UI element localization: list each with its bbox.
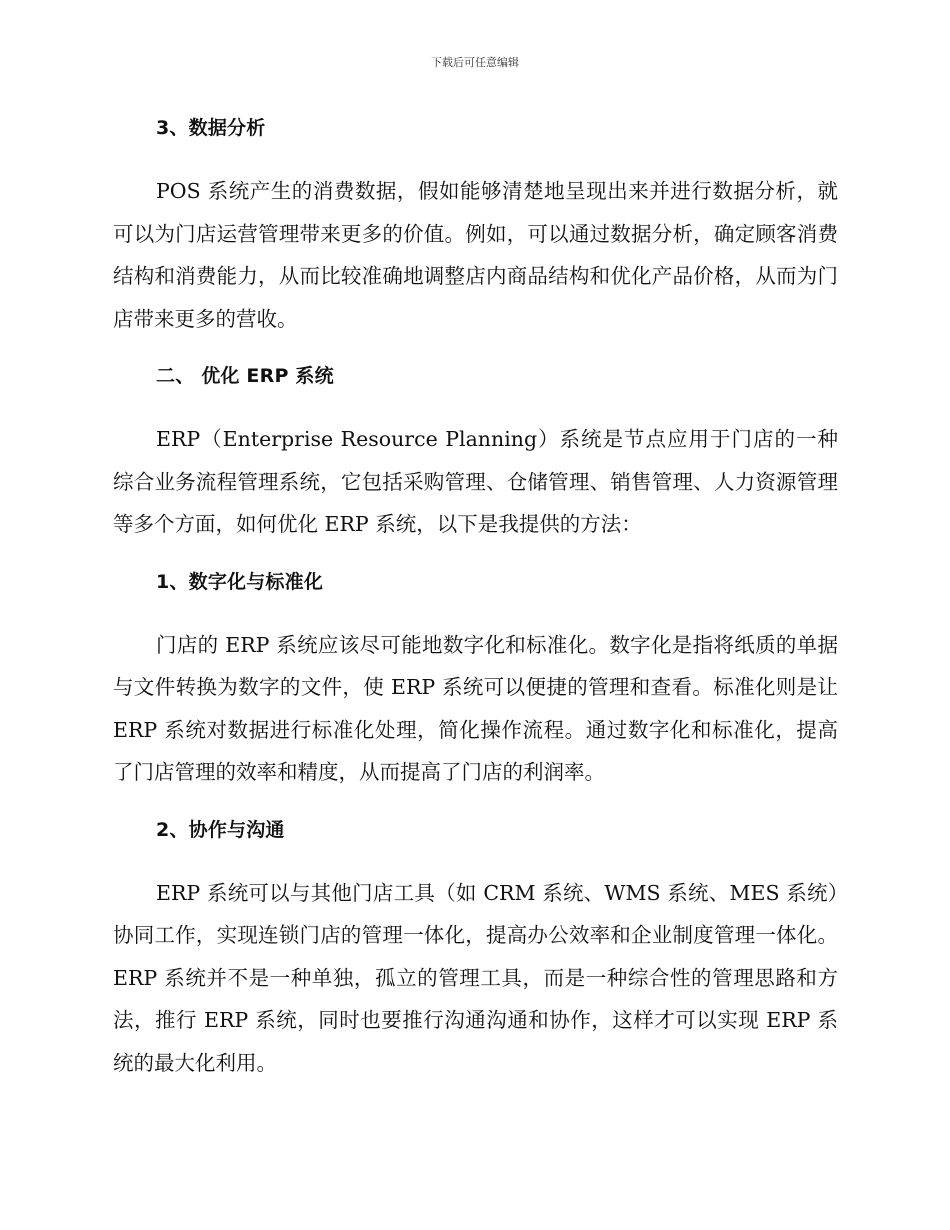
section-heading-data-analysis: 3、数据分析 [156, 117, 266, 139]
paragraph-collaboration: ERP 系统可以与其他门店工具（如 CRM 系统、WMS 系统、MES 系统）协同工作，实现连锁门店的管理一体化，提高办公效率和企业制度管理一体化。ERP 系统并不是一种单独，孤立的管理工具，而是一种综合性的管理思路和方法，推行 ERP 系统，同时也要推行沟通沟通和协作，这样才可以实现 ERP 系统的最大化利用。 [113, 880, 838, 1075]
section-heading-optimize-erp: 二、 优化 ERP 系统 [156, 365, 334, 387]
paragraph-erp-intro: ERP（Enterprise Resource Planning）系统是节点应用于门店的一种综合业务流程管理系统，它包括采购管理、仓储管理、销售管理、人力资源管理等多个方面，如何优化 ERP 系统，以下是我提供的方法： [113, 427, 838, 536]
document-body [113, 108, 838, 1100]
section-heading-digitization: 1、数字化与标准化 [156, 570, 324, 593]
section-heading-collaboration: 2、协作与沟通 [156, 818, 285, 841]
paragraph-data-analysis: POS 系统产生的消费数据，假如能够清楚地呈现出来并进行数据分析，就可以为门店运营管理带来更多的价值。例如，可以通过数据分析，确定顾客消费结构和消费能力，从而比较准确地调整店内商品结构和优化产品价格，从而为门店带来更多的营收。 [113, 179, 838, 331]
paragraph-digitization: 门店的 ERP 系统应该尽可能地数字化和标准化。数字化是指将纸质的单据与文件转换为数字的文件，使 ERP 系统可以便捷的管理和查看。标准化则是让 ERP 系统对数据进行标准化处理，简化操作流程。通过数字化和标准化，提高了门店管理的效率和精度，从而提高了门店的利润率。 [113, 632, 838, 784]
page-header: 下载后可任意编辑 [431, 56, 519, 69]
